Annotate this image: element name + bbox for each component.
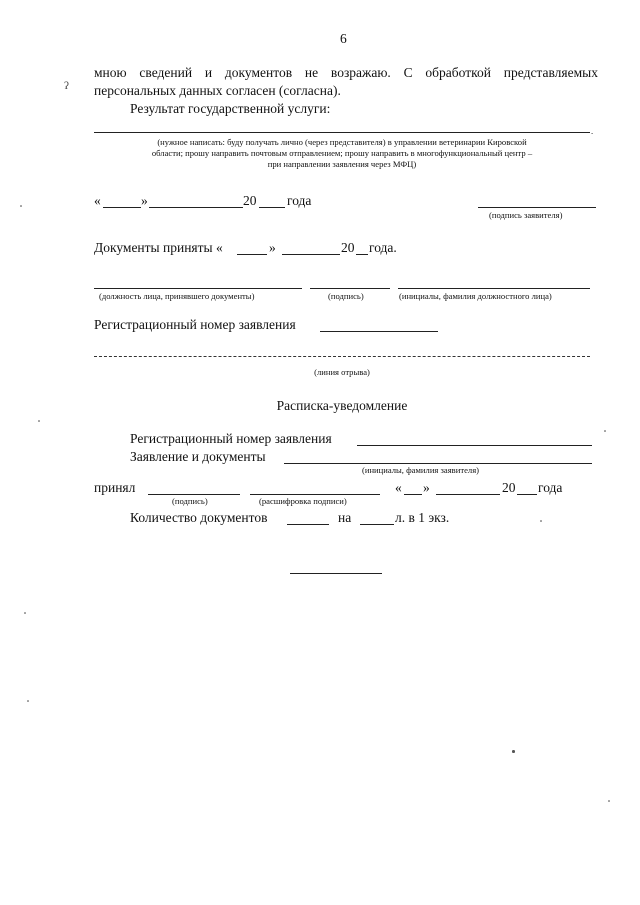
scan-speck	[540, 520, 542, 522]
accepted-year-suffix: года.	[369, 240, 397, 255]
date-close-quote: »	[141, 193, 148, 208]
receipt-year-field[interactable]	[517, 494, 537, 495]
receipt-year-suffix: года	[538, 480, 563, 495]
scan-speck	[38, 420, 40, 422]
official-initials-caption: (инициалы, фамилия должностного лица)	[399, 291, 552, 301]
accepted-day-field[interactable]	[237, 254, 267, 255]
consent-line-1: мною сведений и документов не возражаю. С обработкой представляемых	[94, 65, 598, 80]
date-year-suffix: года	[287, 193, 312, 208]
receipt-count-on: на	[338, 510, 352, 525]
result-dot: .	[591, 126, 594, 136]
result-hint-line-1: (нужное написать: буду получать лично (через представителя) в управлении ветеринарии Кировской	[157, 137, 527, 147]
accepted-label: Документы приняты «	[94, 240, 223, 255]
applicant-signature-field[interactable]	[478, 207, 596, 208]
scan-speck	[24, 612, 26, 614]
receipt-applicant-caption: (инициалы, фамилия заявителя)	[362, 465, 480, 475]
registration-label: Регистрационный номер заявления	[94, 317, 296, 332]
receipt-decoding-field[interactable]	[250, 494, 380, 495]
receipt-applicant-field[interactable]	[284, 463, 592, 464]
tear-line-caption: (линия отрыва)	[314, 367, 370, 377]
official-position-caption: (должность лица, принявшего документы)	[99, 291, 255, 301]
date-open-quote: «	[94, 193, 101, 208]
accepted-year-prefix: 20	[341, 240, 355, 255]
receipt-reg-number-field[interactable]	[357, 445, 592, 446]
applicant-signature-caption: (подпись заявителя)	[489, 210, 563, 220]
receipt-close-quote: »	[423, 480, 430, 495]
date-day-field[interactable]	[103, 207, 141, 208]
scan-speck	[512, 750, 515, 753]
scan-speck	[27, 700, 29, 702]
receipt-open-quote: «	[395, 480, 402, 495]
registration-number-field[interactable]	[320, 331, 438, 332]
official-position-field[interactable]	[94, 288, 302, 289]
official-signature-field[interactable]	[310, 288, 390, 289]
receipt-month-field[interactable]	[436, 494, 500, 495]
closing-divider	[290, 573, 382, 574]
official-signature-caption: (подпись)	[328, 291, 364, 301]
receipt-title: Расписка-уведомление	[276, 398, 408, 413]
result-hint-line-2: области; прошу направить почтовым отправлением; прошу направить в многофункциональный центр –	[151, 148, 533, 158]
receipt-day-field[interactable]	[404, 494, 422, 495]
receipt-count-sheets: л. в 1 экз.	[395, 510, 450, 525]
page-number: 6	[340, 31, 347, 46]
scan-speck	[608, 800, 610, 802]
result-heading: Результат государственной услуги:	[130, 101, 331, 116]
receipt-year-prefix: 20	[502, 480, 516, 495]
scan-speck	[604, 430, 606, 432]
scan-speck	[20, 205, 22, 207]
result-hint-line-3: при направлении заявления через МФЦ)	[267, 159, 417, 169]
receipt-count-label: Количество документов	[130, 510, 268, 525]
receipt-accepted-label: принял	[94, 480, 136, 495]
receipt-decoding-caption: (расшифровка подписи)	[259, 496, 347, 506]
receipt-signature-caption: (подпись)	[172, 496, 208, 506]
accepted-month-field[interactable]	[282, 254, 340, 255]
tear-line	[94, 356, 590, 357]
receipt-count-field[interactable]	[287, 524, 329, 525]
accepted-year-field[interactable]	[356, 254, 368, 255]
receipt-docs-label: Заявление и документы	[130, 449, 266, 464]
receipt-sheets-field[interactable]	[360, 524, 394, 525]
accepted-close-quote: »	[269, 240, 276, 255]
consent-line-2: персональных данных согласен (согласна).	[94, 83, 341, 98]
result-fill-line[interactable]	[94, 132, 590, 133]
margin-mark: ʔ	[64, 80, 69, 92]
receipt-signature-field[interactable]	[148, 494, 240, 495]
date-year-field[interactable]	[259, 207, 285, 208]
date-month-field[interactable]	[149, 207, 243, 208]
receipt-reg-number-label: Регистрационный номер заявления	[130, 431, 332, 446]
date-year-prefix: 20	[243, 193, 257, 208]
official-initials-field[interactable]	[398, 288, 590, 289]
